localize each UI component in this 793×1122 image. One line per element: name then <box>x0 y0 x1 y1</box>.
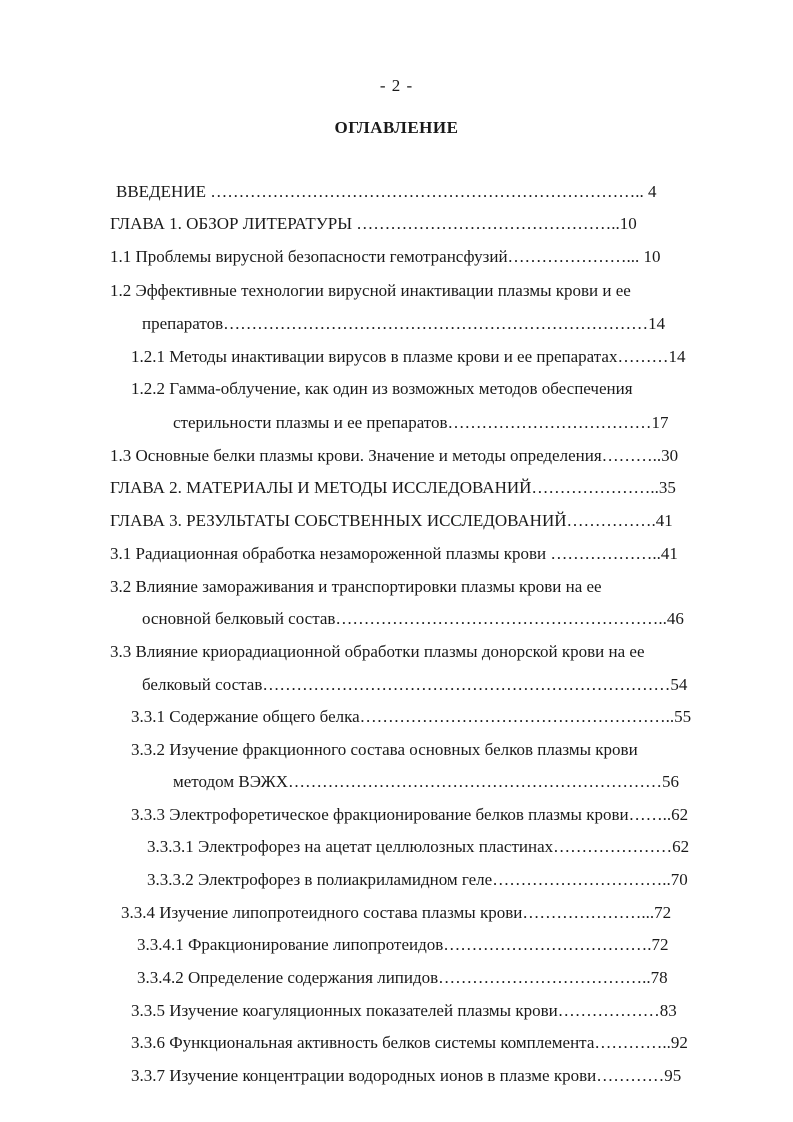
toc-entry-1-2-2-cont: стерильности плазмы и ее препаратов………………………………17 <box>173 413 669 432</box>
toc-entry-3-3-3-1: 3.3.3.1 Электрофорез на ацетат целлюлозных пластинах…………………62 <box>147 837 690 856</box>
toc-entry-1-2-cont: препаратов…………………………………………………………………14 <box>142 314 666 333</box>
toc-entry-3-3-3: 3.3.3 Электрофоретическое фракционирование белков плазмы крови……..62 <box>131 805 689 824</box>
toc-entry-1-2-2: 1.2.2 Гамма-облучение, как один из возможных методов обеспечения <box>131 379 633 398</box>
toc-entry-3-3: 3.3 Влияние криорадиационной обработки плазмы донорской крови на ее <box>110 642 645 661</box>
toc-entry-chapter-2: ГЛАВА 2. МАТЕРИАЛЫ И МЕТОДЫ ИССЛЕДОВАНИЙ…………………..35 <box>110 478 676 497</box>
toc-entry-3-3-3-2: 3.3.3.2 Электрофорез в полиакриламидном геле…………………………..70 <box>147 870 688 889</box>
toc-entry-3-2-cont: основной белковый состав…………………………………………………..46 <box>142 609 684 628</box>
toc-entry-3-3-7: 3.3.7 Изучение концентрации водородных ионов в плазме крови…………95 <box>131 1066 682 1085</box>
toc-entry-3-3-4-1: 3.3.4.1 Фракционирование липопротеидов……………………………….72 <box>137 935 669 954</box>
toc-entry-3-3-2: 3.3.2 Изучение фракционного состава основных белков плазмы крови <box>131 740 638 759</box>
toc-entry-3-3-6: 3.3.6 Функциональная активность белков системы комплемента…………..92 <box>131 1033 688 1052</box>
toc-entry-3-3-4-2: 3.3.4.2 Определение содержания липидов………………………………..78 <box>137 968 668 987</box>
toc-entry-3-3-2-cont: методом ВЭЖХ…………………………………………………………56 <box>173 772 679 791</box>
page-title: ОГЛАВЛЕНИЕ <box>334 118 459 137</box>
toc-entry-3-2: 3.2 Влияние замораживания и транспортировки плазмы крови на ее <box>110 577 602 596</box>
toc-entry-1-2: 1.2 Эффективные технологии вирусной инактивации плазмы крови и ее <box>110 281 631 300</box>
page-number: - 2 - <box>379 76 414 95</box>
toc-entry-3-3-1: 3.3.1 Содержание общего белка………………………………………………..55 <box>131 707 692 726</box>
toc-entry-3-3-cont: белковый состав………………………………………………………………54 <box>142 675 688 694</box>
toc-entry-chapter-3: ГЛАВА 3. РЕЗУЛЬТАТЫ СОБСТВЕННЫХ ИССЛЕДОВАНИЙ…………….41 <box>110 511 673 530</box>
toc-entry-introduction: ВВЕДЕНИЕ ………………………………………………………………….. 4 <box>116 182 657 201</box>
toc-entry-1-3: 1.3 Основные белки плазмы крови. Значение и методы определения………..30 <box>110 446 679 465</box>
toc-entry-3-1: 3.1 Радиационная обработка незамороженной плазмы крови ………………..41 <box>110 544 678 563</box>
toc-entry-3-3-5: 3.3.5 Изучение коагуляционных показателей плазмы крови………………83 <box>131 1001 677 1020</box>
toc-entry-1-1: 1.1 Проблемы вирусной безопасности гемотрансфузий…………………... 10 <box>110 247 661 266</box>
toc-entry-3-3-4: 3.3.4 Изучение липопротеидного состава плазмы крови…………………...72 <box>121 903 672 922</box>
toc-entry-1-2-1: 1.2.1 Методы инактивации вирусов в плазме крови и ее препаратах………14 <box>131 347 686 366</box>
toc-entry-chapter-1: ГЛАВА 1. ОБЗОР ЛИТЕРАТУРЫ ………………………………………..10 <box>110 214 637 233</box>
